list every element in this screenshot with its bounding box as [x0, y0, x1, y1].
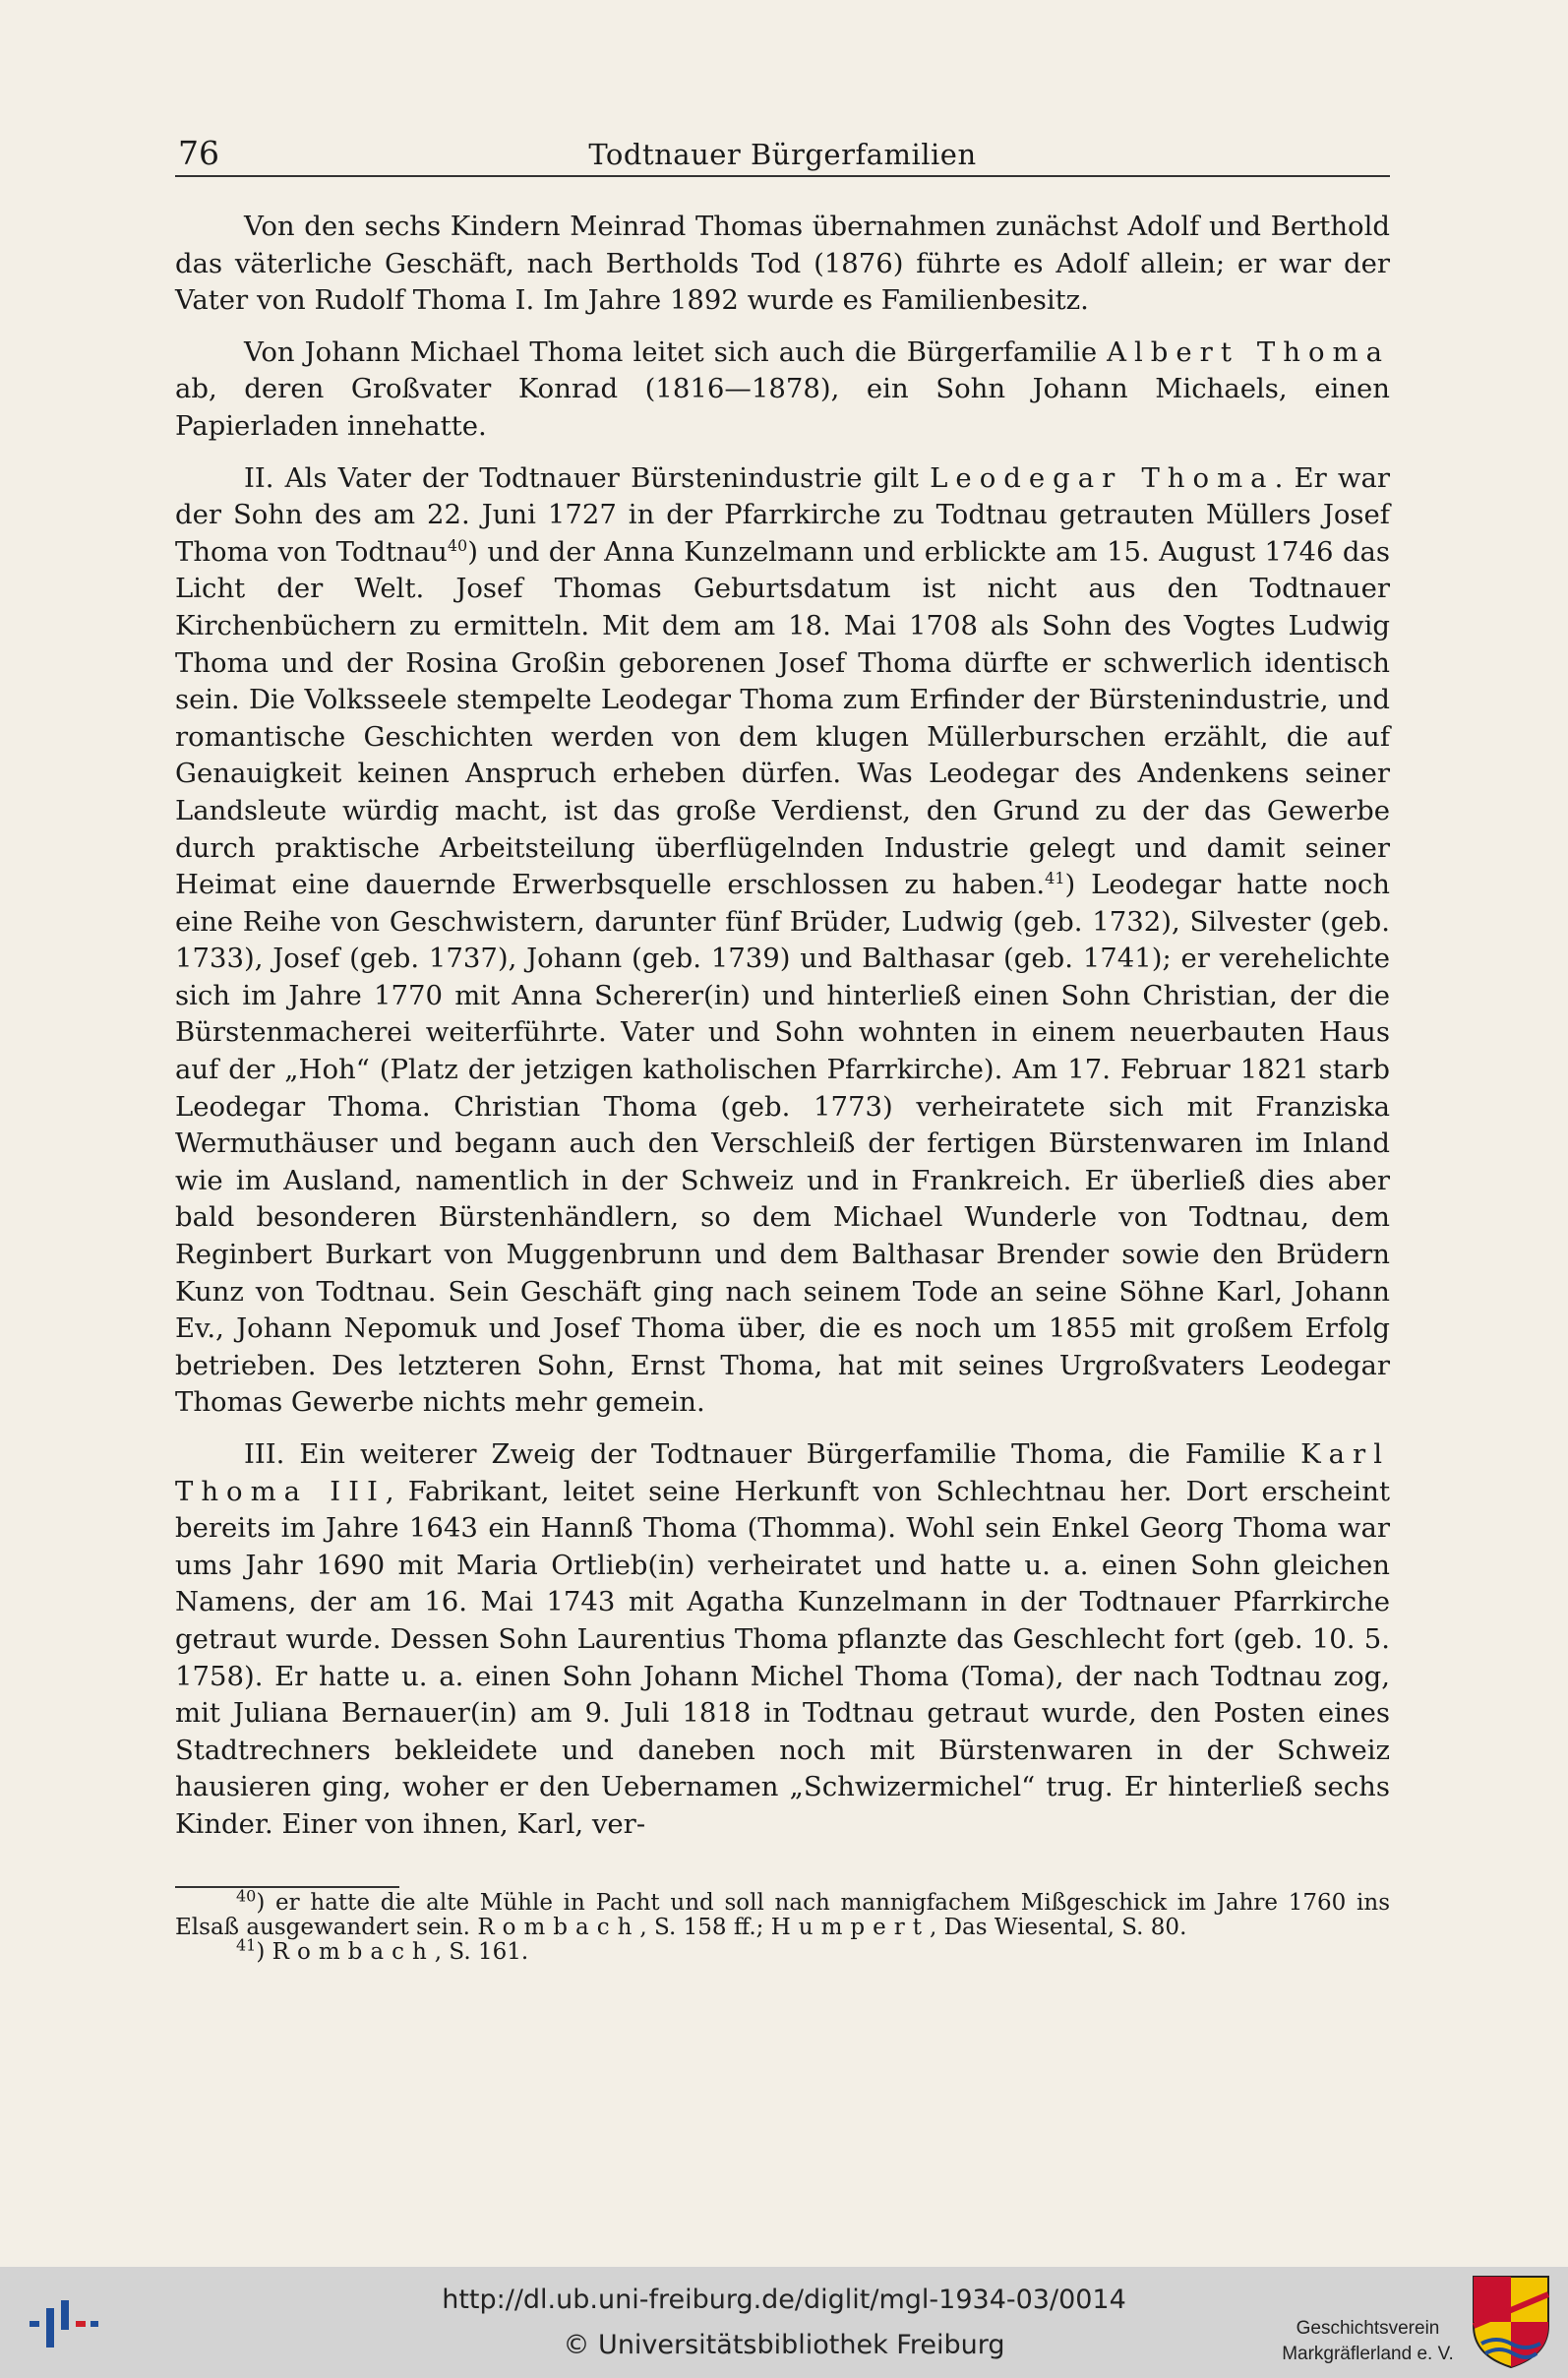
spaced-name: Karl Thoma III: [175, 1438, 1390, 1507]
footnote-divider: [175, 1886, 399, 1888]
footnote-40: $^{40}$) er hatte die alte Mühle in Pacht und soll nach mannigfachem Mißgeschick im Jahre 1760 ins Elsaß ausgewandert sein. Rombach, S. 158 ff.; Humpert, Das Wiesental, S. 80.: [175, 1886, 1390, 1940]
spaced-name: Albert Thoma: [1107, 335, 1390, 368]
footnote-41: $^{41}$) Rombach, S. 161.: [236, 1935, 529, 1965]
paragraph-3: II. Als Vater der Todtnauer Bürstenindustrie gilt Leodegar Thoma. Er war der Sohn des am 22. Juni 1727 in der Pfarrkirche zu Todtnau getrauten Müllers Josef Thoma von Todtnau$^{40}$) und der Anna Kunzelmann und erblickte am 15. August 1746 das Licht der Welt. Josef Thomas Geburtsdatum ist nicht aus den Todtnauer Kirchenbüchern zu ermitteln. Mit dem am 18. Mai 1708 als Sohn des Vogtes Ludwig Thoma und der Rosina Großin geborenen Josef Thoma dürfte er schwerlich identisch sein. Die Volksseele stempelte Leodegar Thoma zum Erfinder der Bürstenindustrie, und romantische Geschichten werden von dem klugen Müllerburschen erzählt, die auf Genauigkeit keinen Anspruch erheben dürfen. Was Leodegar des Andenkens seiner Landsleute würdig macht, ist das große Verdienst, den Grund zu der das Gewerbe durch praktische Arbeitsteilung überflügelnden Industrie gelegt und damit seiner Heimat eine dauernde Erwerbsquelle erschlossen zu haben.$^{41}$) Leodegar hatte noch eine Reihe von Geschwistern, darunter fünf Brüder, Ludwig (geb. 1732), Silvester (geb. 1733), Josef (geb. 1737), Johann (geb. 1739) und Balthasar (geb. 1741); er verehelichte sich im Jahre 1770 mit Anna Scherer(in) und hinterließ einen Sohn Christian, der die Bürstenmacherei weiterführte. Vater und Sohn wohnten in einem neuerbauten Haus auf der „Hoh“ (Platz der jetzigen katholischen Pfarrkirche). Am 17. Februar 1821 starb Leodegar Thoma. Christian Thoma (geb. 1773) verheiratete sich mit Franziska Wermuthäuser und begann auch den Verschleiß der fertigen Bürstenwaren im Inland wie im Ausland, namentlich in der Schweiz und in Frankreich. Er überließ dies aber bald besonderen Bürstenhändlern, so dem Michael Wunderle von Todtnau, dem Reginbert Burkart von Muggenbrunn und dem Balthasar Brender sowie den Brüdern Kunz von Todtnau. Sein Geschäft ging nach seinem Tode an seine Söhne Karl, Johann Ev., Johann Nepomuk und Josef Thoma über, die es noch um 1855 mit großem Erfolg betrieben. Des letzteren Sohn, Ernst Thoma, hat mit seines Urgroßvaters Leodegar Thomas Gewerbe nichts mehr gemein.: [175, 461, 1390, 1419]
coat-of-arms-icon: [1472, 2275, 1550, 2369]
running-head: Todtnauer Bürgerfamilien: [588, 138, 977, 171]
footnote-ref-40[interactable]: 40: [447, 535, 468, 555]
page-number: 76: [178, 134, 219, 172]
society-name: Geschichtsverein Markgräflerland e. V.: [1282, 2318, 1454, 2364]
body-text: [175, 209, 1390, 1859]
copyright-notice: © Universitätsbibliothek Freiburg: [563, 2330, 1005, 2360]
paragraph-2: Von Johann Michael Thoma leitet sich auch die Bürgerfamilie Albert Thoma ab, deren Großvater Konrad (1816—1878), ein Sohn Johann Michaels, einen Papierladen innehatte.: [175, 335, 1390, 442]
footnotes: [175, 1886, 1390, 1965]
footer-bar: [0, 2267, 1568, 2378]
paragraph-4: III. Ein weiterer Zweig der Todtnauer Bürgerfamilie Thoma, die Familie Karl Thoma III, Fabrikant, leitet seine Herkunft von Schlechtnau her. Dort erscheint bereits im Jahre 1643 ein Hannß Thoma (Thomma). Wohl sein Enkel Georg Thoma war ums Jahr 1690 mit Maria Ortlieb(in) verheiratet und hatte u. a. einen Sohn gleichen Namens, der am 16. Mai 1743 mit Agatha Kunzelmann in der Todtnauer Pfarrkirche getraut wurde. Dessen Sohn Laurentius Thoma pflanzte das Geschlecht fort (geb. 10. 5. 1758). Er hatte u. a. einen Sohn Johann Michel Thoma (Toma), der nach Todtnau zog, mit Juliana Bernauer(in) am 9. Juli 1818 in Todtnau getraut wurde, den Posten eines Stadtrechners bekleidete und daneben noch mit Bürstenwaren in der Schweiz hausieren ging, woher er den Uebernamen „Schwizermichel“ trug. Er hinterließ sechs Kinder. Einer von ihnen, Karl, ver-: [175, 1438, 1390, 1840]
source-url-link[interactable]: http://dl.ub.uni-freiburg.de/diglit/mgl-1934-03/0014: [442, 2285, 1126, 2315]
footnote-ref-41[interactable]: 41: [1045, 868, 1065, 887]
spaced-name: Leodegar Thoma: [930, 461, 1275, 494]
page-header: [175, 128, 1390, 177]
paragraph-1: Von den sechs Kindern Meinrad Thomas übernahmen zunächst Adolf und Berthold das väterliche Geschäft, nach Bertholds Tod (1876) führte es Adolf allein; er war der Vater von Rudolf Thoma I. Im Jahre 1892 wurde es Familienbesitz.: [175, 211, 1390, 317]
